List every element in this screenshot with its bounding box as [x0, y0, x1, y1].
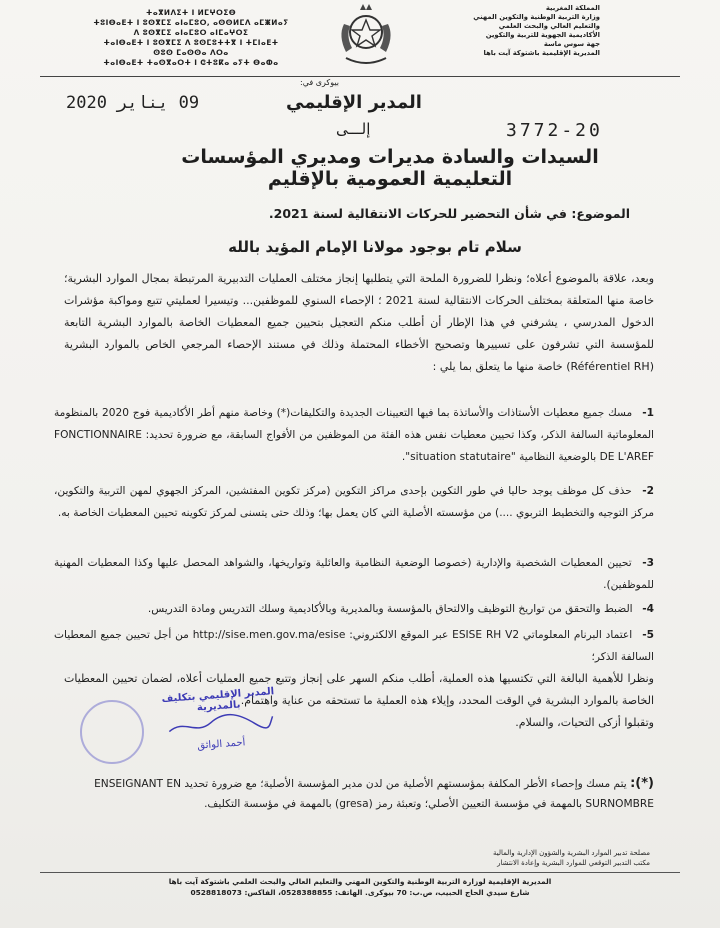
- coat-of-arms-icon: [330, 2, 402, 74]
- footnote-mark: (*):: [630, 776, 654, 791]
- list-item: [54, 598, 654, 620]
- closing-text: ونظرا للأهمية البالغة التي تكتسيها هذه العملية، أطلب منكم السهر على إنجاز وتتبع جميع العمليات أعلاه، لضمان تحيين المعطيات الخاصة بالموارد البشرية في الوقت المحدد، وإيلاء هذه العملية ما تستحقه من عناية واهتمام.: [64, 672, 654, 707]
- closing-paragraph: [64, 668, 654, 734]
- header-line: ⵜⴰⴳⵍⴷⵉⵜ ⵏ ⵍⵎⵖⵔⵉⴱ: [146, 8, 236, 17]
- header-line: والتعليم العالي والبحث العلمي: [498, 22, 600, 30]
- closing-salutation: وتقبلوا أزكى التحيات، والسلام.: [515, 716, 654, 729]
- footer-ref-line: مصلحة تدبير الموارد البشرية والشؤون الإدارية والمالية: [492, 849, 650, 857]
- item-number: 4-: [642, 603, 654, 615]
- list-item: [54, 552, 654, 596]
- item-text: تحيين المعطيات الشخصية والإدارية (خصوصا الوضعية النظامية والعائلية وتواريخها، والشواهد المحصل عليها وكذا المعطيات المهنية للموظفين).: [54, 557, 654, 591]
- subject-line: الموضوع: في شأن التحضير للحركات الانتقالية لسنة 2021.: [268, 206, 630, 221]
- header-line: المملكة المغربية: [545, 4, 600, 12]
- header-arabic: [460, 4, 600, 58]
- header-tifinagh: [56, 8, 326, 68]
- footer-address-line: شارع سيدي الحاج الحبيب، ص.ب: 70 بيوكرى. الهاتف: 0528388855، الفاكس: 0528818073: [190, 888, 530, 897]
- header-line: جهة سوس ماسة: [543, 40, 600, 48]
- list-item: [54, 624, 654, 668]
- signature-title: المدير الإقليمي بتكليف بالمديرية: [161, 686, 275, 714]
- header-line: المديرية الإقليمية باشتوكة آيت باها: [483, 49, 600, 57]
- footer-divider: [40, 872, 680, 873]
- header-line: ⵜⵓⵏⴱⴰⴹⵜ ⵏ ⵓⵙⴳⵎⵉ ⴰⵏⴰⵎⵓⵔ, ⴰⵙⵙⵍⵎⴷ ⴰⵎⵥⵍⴰⵢ: [93, 18, 289, 27]
- header-line: ⵙⵓⵙ ⵎⴰⵙⵙⴰ ⴷⵔⴰ: [153, 48, 229, 57]
- item-number: 5-: [642, 629, 654, 641]
- header-line: وزارة التربية الوطنية والتكوين المهني: [473, 13, 600, 21]
- item-text: الضبط والتحقق من تواريخ التوظيف والالتحاق بالمؤسسة وبالمديرية وبالأكاديمية وسلك التدريس ومادة التدريس.: [147, 603, 633, 615]
- list-item: [54, 480, 654, 524]
- item-number: 3-: [642, 557, 654, 569]
- footer-address-line: المديرية الإقليمية لوزارة التربية الوطنية والتكوين المهني والتعليم العالي والبحث العلمي باشتوكة آيت باها: [168, 877, 552, 886]
- date-stamp: 09 يناير 2020: [66, 93, 200, 113]
- item-number: 1-: [642, 407, 654, 419]
- greeting: سلام تام بوجود مولانا الإمام المؤيد بالله: [228, 238, 522, 256]
- item-text: حذف كل موظف يوجد حاليا في طور التكوين بإحدى مراكز التكوين (مركز تكوين المفتشين، المركز الجهوي لمهن التربية والتكوين، مركز التوجيه والتخطيط التربوي ....) من مؤسسته الأصلية التي كان يعمل بها؛ وذلك حتى يتسنى لمركز تكوينه تحيين المعطيات الخاصة به.: [54, 485, 654, 519]
- list-item: [54, 402, 654, 468]
- item-number: 2-: [642, 485, 654, 497]
- sender-title: المدير الإقليمي: [286, 92, 422, 113]
- header-line: الأكاديمية الجهوية للتربية والتكوين: [485, 31, 600, 39]
- reference-number: 3772-20: [506, 120, 603, 141]
- header-line: ⴷ ⵓⵙⴳⵎⵉ ⴰⵏⴰⵎⵓⵔ ⴰⵏⵎⴰⵖⵔⵉ: [133, 28, 249, 37]
- item-text: مسك جميع معطيات الأستاذات والأساتذة بما فيها التعيينات الجديدة والتكليفات(*) وخاصة منهم أطر الأكاديمية فوج 2020 بالمنظومة المعلوماتية السالفة الذكر، وكذا تحيين معطيات نفس هذه الفئة من الموظفين من الأفواج السابقة، مع ضرورة تحديد: FONCTIONNAIRE DE L'AREF بالوضعية النظامية "situation statutaire".: [54, 407, 654, 463]
- to-label: إلـــى: [336, 120, 371, 138]
- footer-address: [40, 876, 680, 898]
- header-line: ⵜⴰⵏⴱⴰⴹⵜ ⵏ ⵓⵙⴳⵎⵉ ⴷ ⵓⵙⵎⵓⵜⵜⴳ ⵏ ⵜⵎⵏⴰⴹⵜ: [103, 38, 279, 47]
- item-text: اعتماد البرنام المعلوماتي ESISE RH V2 عبر الموقع الالكتروني: http://sise.men.gov.ma/esise من أجل تحيين جميع المعطيات السالفة الذكر؛: [54, 629, 654, 663]
- footnote: [66, 774, 654, 814]
- footer-service: [380, 848, 650, 868]
- footer-ref-line: مكتب التدبير التوقعي للموارد البشرية وإعادة الانتشار: [497, 859, 650, 867]
- footnote-text: يتم مسك وإحصاء الأطر المكلفة بمؤسستهم الأصلية من لدن مدير المؤسسة الأصلية؛ مع ضرورة تحديد ENSEIGNANT EN SURNOMBRE بالمهمة في مؤسسة التعيين الأصلي؛ وتعبئة رمز (gresa) بالمهمة في مؤسسة التكليف.: [94, 778, 654, 810]
- header-divider: [40, 76, 680, 77]
- intro-paragraph: وبعد، علاقة بالموضوع أعلاه؛ ونظرا للضرورة الملحة التي يتطلبها إنجاز مختلف العمليات التدبيرية المرتبطة بمجال الموارد البشرية؛ خاصة منها المتعلقة بمختلف الحركات الانتقالية لسنة 2021 ؛ الإحصاء السنوي للموظفين... وتيسيرا لعمليتي تتبع ومواكبة مؤشرات الدخول المدرسي ، يشرفني في هذا الإطار أن أطلب منكم التعجيل بتحيين جميع المعطيات الخاصة بالموارد البشرية التابعة للمؤسسة التي تشرفون على تسييرها وتصحيح الأخطاء المحتملة وذلك في مستند الإحصاء المرجعي الخاص بالموارد البشرية (Référentiel RH) خاصة منها ما يتعلق بما يلي :: [64, 272, 654, 373]
- official-seal-stamp: [80, 700, 144, 764]
- signature-name: أحمد الواثق: [197, 737, 246, 752]
- signature-stamp: [158, 686, 283, 764]
- place-date-label: بيوكرى في:: [300, 78, 339, 87]
- recipients: السيدات والسادة مديرات ومديري المؤسسات التعليمية العمومية بالإقليم: [181, 146, 599, 190]
- header-line: ⵜⴰⵏⴱⴰⴹⵜ ⵜⴰⵙⴳⴰⵔⵜ ⵏ ⵛⵜⵓⴽⴰ ⴰⵢⵜ ⴱⴰⵀⴰ: [103, 58, 279, 67]
